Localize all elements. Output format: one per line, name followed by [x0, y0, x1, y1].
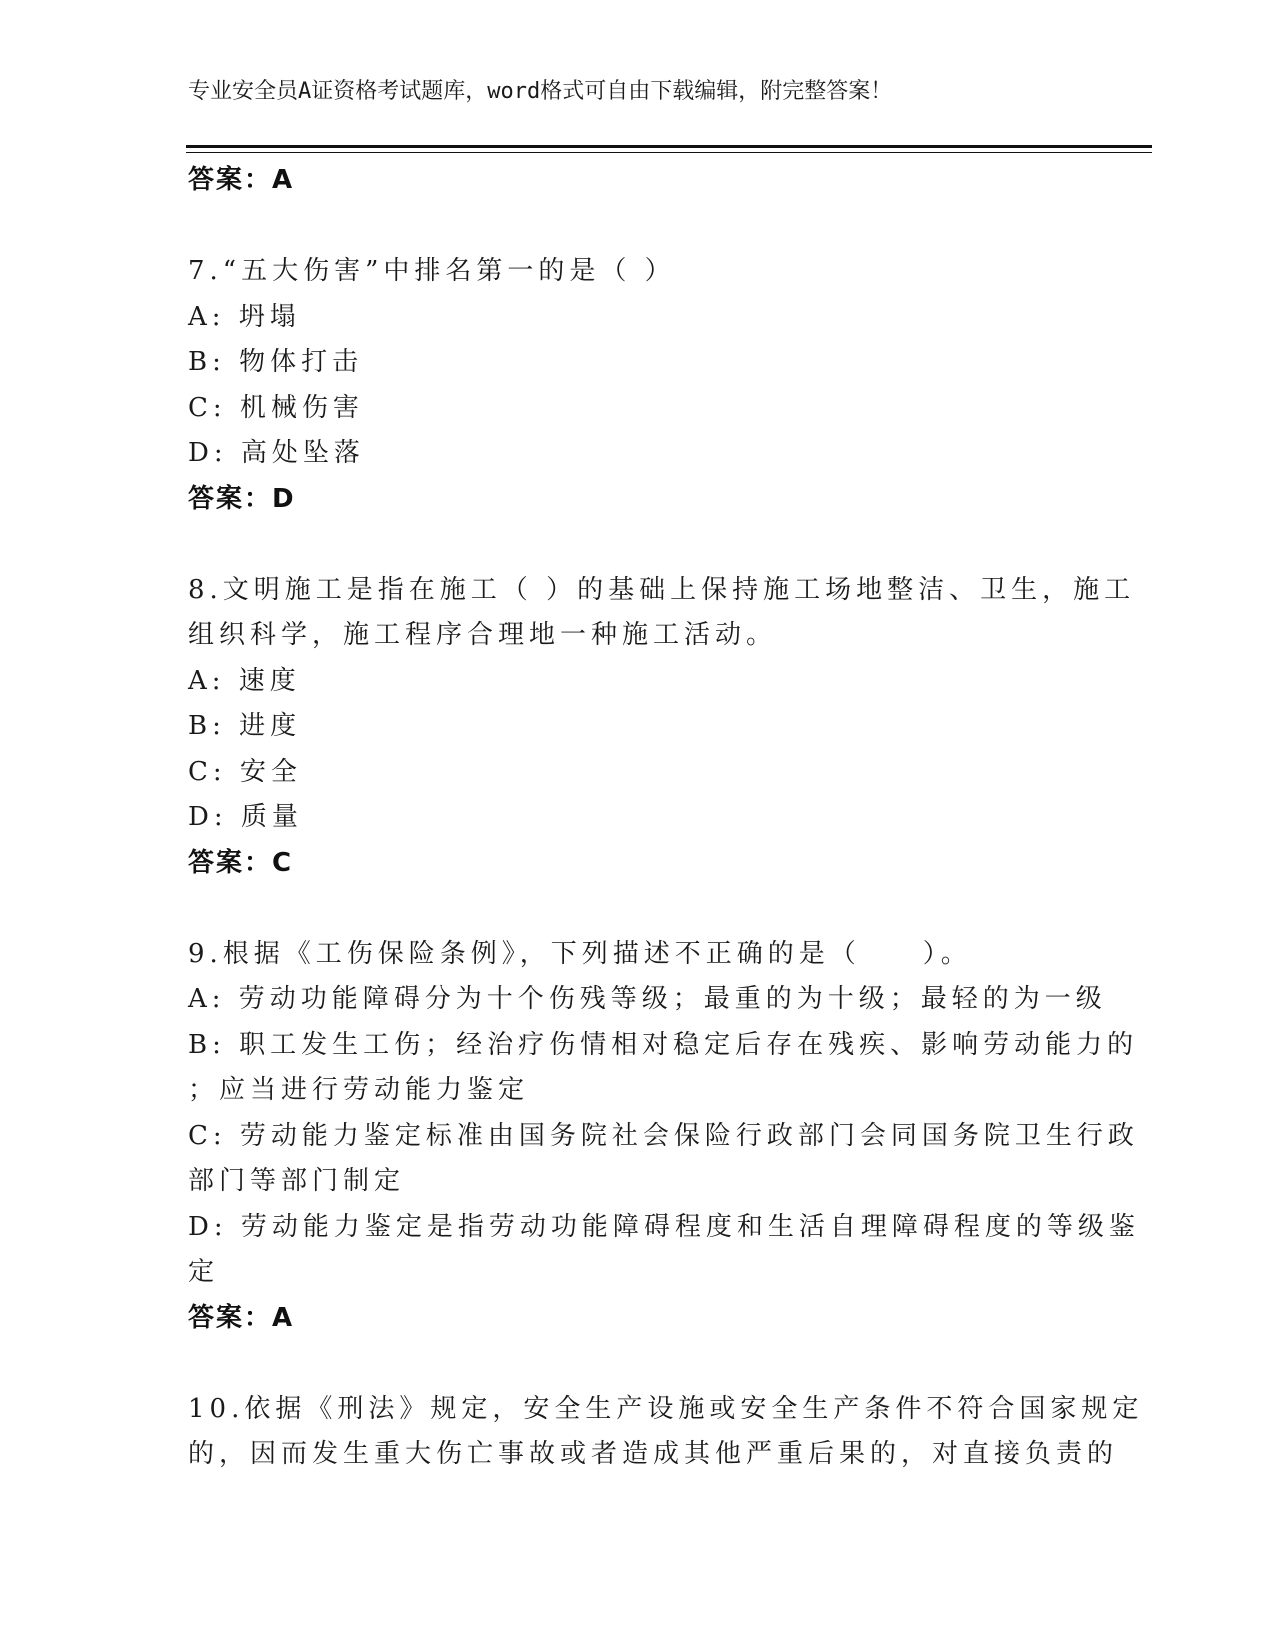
header-rule-thick [186, 145, 1152, 148]
question-stem: 组织科学，施工程序合理地一种施工活动。 [188, 620, 778, 650]
option-d: D: 质量 [188, 802, 303, 832]
option-b: B: 进度 [188, 711, 302, 741]
option-c: C: 劳动能力鉴定标准由国务院社会保险行政部门会同国务院卫生行政 [188, 1120, 1139, 1151]
header-rule-thin [186, 152, 1152, 153]
question-7 [188, 249, 1088, 522]
question-10 [188, 1387, 1144, 1478]
answer-line: 答案：A [188, 1302, 295, 1333]
option-b-cont: ；应当进行劳动能力鉴定 [188, 1075, 530, 1105]
option-a: A: 坍塌 [188, 301, 301, 332]
option-c-cont: 部门等部门制定 [188, 1166, 406, 1196]
question-stem: 9.根据《工伤保险条例》，下列描述不正确的是（ ）。 [188, 938, 972, 969]
option-d: D: 高处坠落 [188, 438, 365, 468]
question-8 [188, 568, 1136, 887]
option-d: D: 劳动能力鉴定是指劳动功能障碍程度和生活自理障碍程度的等级鉴 [188, 1211, 1140, 1242]
option-b: B: 物体打击 [188, 347, 364, 377]
question-9 [188, 932, 1140, 1342]
option-a: A: 速度 [188, 665, 301, 696]
question-stem: 7.“五大伤害”中排名第一的是（ ） [188, 256, 676, 286]
option-c: C: 安全 [188, 756, 302, 787]
option-d-cont: 定 [188, 1257, 220, 1287]
answer-line: 答案：A [188, 165, 295, 195]
question-content [188, 158, 1144, 1478]
option-b: B: 职工发生工伤；经治疗伤情相对稳定后存在残疾、影响劳动能力的 [188, 1029, 1139, 1060]
option-c: C: 机械伤害 [188, 392, 364, 423]
question-stem: 10.依据《刑法》规定，安全生产设施或安全生产条件不符合国家规定 [188, 1393, 1144, 1424]
question-stem: 8.文明施工是指在施工（ ）的基础上保持施工场地整洁、卫生，施工 [188, 574, 1136, 605]
option-a: A: 劳动功能障碍分为十个伤残等级；最重的为十级；最轻的为一级 [188, 984, 1107, 1014]
question-stem: 的，因而发生重大伤亡事故或者造成其他严重后果的，对直接负责的 [188, 1439, 1119, 1469]
answer-line: 答案：C [188, 847, 294, 878]
answer-line: 答案：D [188, 483, 296, 514]
page-header: 专业安全员A证资格考试题库，word格式可自由下载编辑，附完整答案！ [188, 79, 893, 104]
